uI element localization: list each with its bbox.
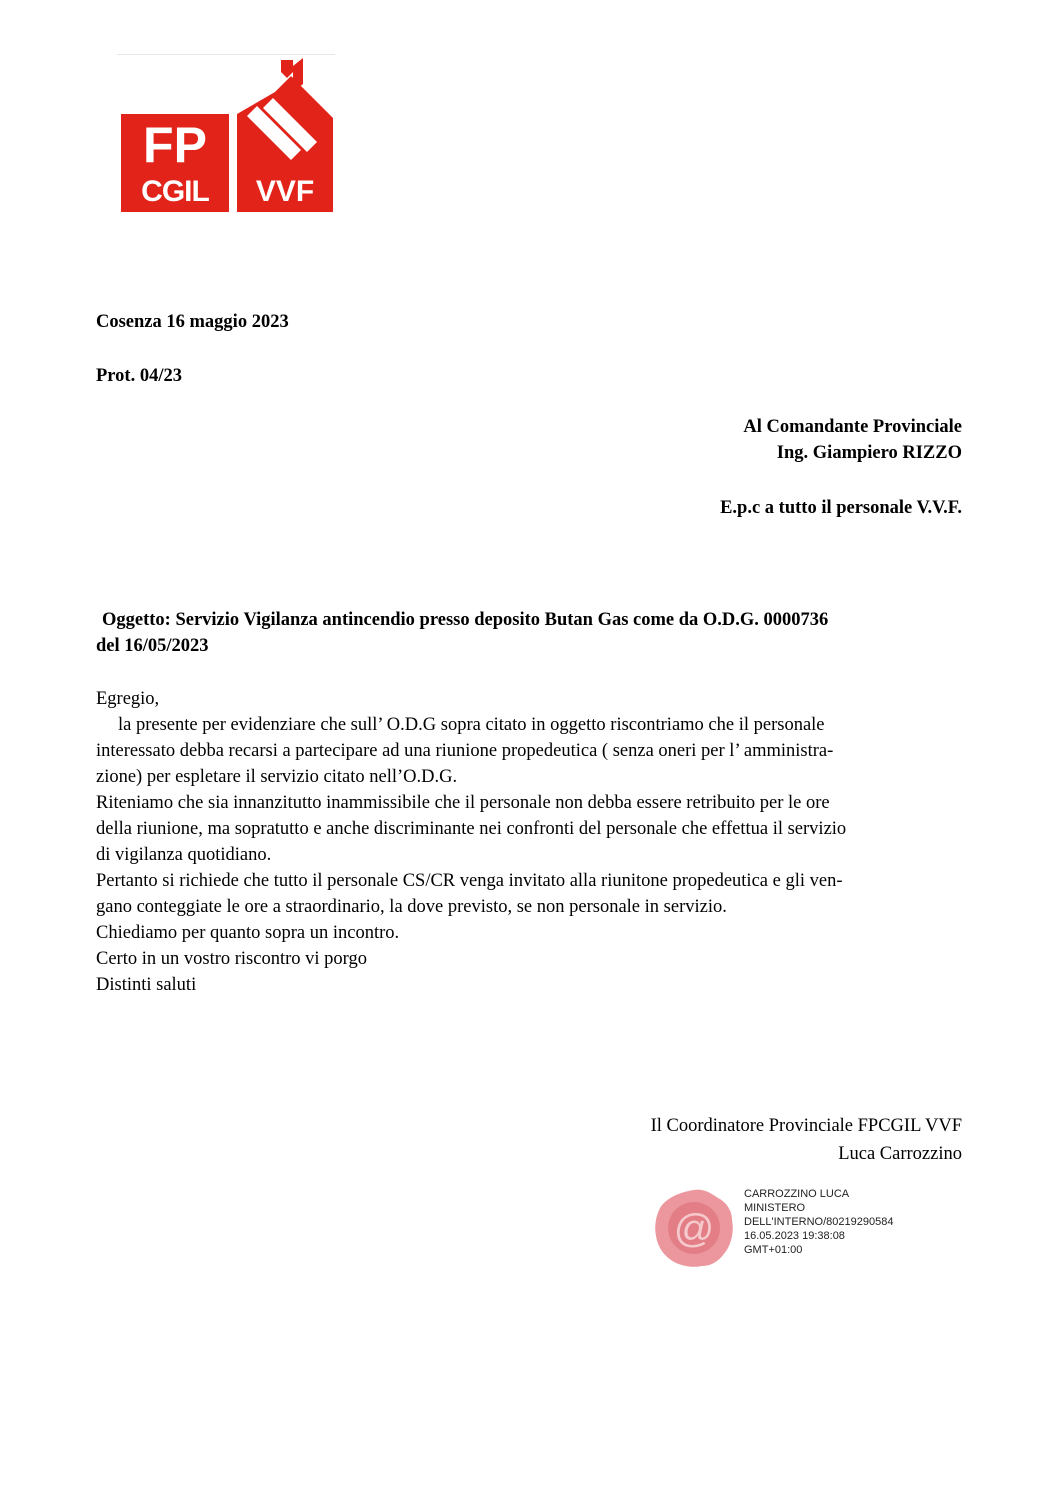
subject-line-2: del 16/05/2023 xyxy=(96,636,209,656)
recipient-block xyxy=(743,414,962,466)
recipient-line-2: Ing. Giampiero RIZZO xyxy=(776,443,962,463)
recipient-line-1: Al Comandante Provinciale xyxy=(743,417,962,437)
body-line: Certo in un vostro riscontro vi porgo xyxy=(96,949,367,969)
body-line: Pertanto si richiede che tutto il personale CS/CR venga invitato alla riunitone propedeutica e gli ven- xyxy=(96,871,843,891)
svg-text:FP: FP xyxy=(143,117,207,173)
sig-info-line: DELL'INTERNO/80219290584 xyxy=(744,1216,894,1228)
body-line: di vigilanza quotidiano. xyxy=(96,845,272,865)
subject-line-1: Oggetto: Servizio Vigilanza antincendio presso deposito Butan Gas come da O.D.G. 0000736 xyxy=(102,610,829,630)
signatory-role: Il Coordinatore Provinciale FPCGIL VVF xyxy=(650,1116,962,1136)
body-line: interessato debba recarsi a partecipare ad una riunione propedeutica ( senza oneri per l’ amministra- xyxy=(96,741,834,761)
svg-text:CGIL: CGIL xyxy=(141,175,209,208)
subject-block xyxy=(96,607,966,659)
signatory-name: Luca Carrozzino xyxy=(838,1144,962,1164)
sig-info-line: CARROZZINO LUCA xyxy=(744,1188,850,1200)
body-line: Riteniamo che sia innanzitutto inammissibile che il personale non debba essere retribuito per le ore xyxy=(96,793,830,813)
svg-text:VVF: VVF xyxy=(255,175,315,208)
wax-seal-at-icon xyxy=(652,1186,736,1270)
body-line: della riunione, ma sopratutto e anche discriminante nei confronti del personale che effettua il servizio xyxy=(96,819,847,839)
cc-line: E.p.c a tutto il personale V.V.F. xyxy=(720,498,962,518)
body-line: zione) per espletare il servizio citato nell’O.D.G. xyxy=(96,767,458,787)
logo-top-rule xyxy=(117,54,335,55)
svg-text:@: @ xyxy=(673,1207,715,1251)
signature-block xyxy=(651,1112,962,1168)
body-line: la presente per evidenziare che sull’ O.D.G sopra citato in oggetto riscontriamo che il personale xyxy=(118,715,825,735)
sig-info-line: 16.05.2023 19:38:08 xyxy=(744,1230,845,1242)
body-line: Distinti saluti xyxy=(96,975,197,995)
body-line: Egregio, xyxy=(96,689,160,709)
sig-info-line: GMT+01:00 xyxy=(744,1244,803,1256)
body-line: Chiediamo per quanto sopra un incontro. xyxy=(96,923,400,943)
letter-body xyxy=(96,686,964,998)
sig-info-line: MINISTERO xyxy=(744,1202,806,1214)
body-line: gano conteggiate le ore a straordinario, la dove previsto, se non personale in servizio. xyxy=(96,897,727,917)
letter-date: Cosenza 16 maggio 2023 xyxy=(96,312,289,332)
fp-cgil-vvf-logo xyxy=(117,58,337,216)
protocol-number: Prot. 04/23 xyxy=(96,366,182,386)
digital-signature-info xyxy=(744,1187,893,1257)
